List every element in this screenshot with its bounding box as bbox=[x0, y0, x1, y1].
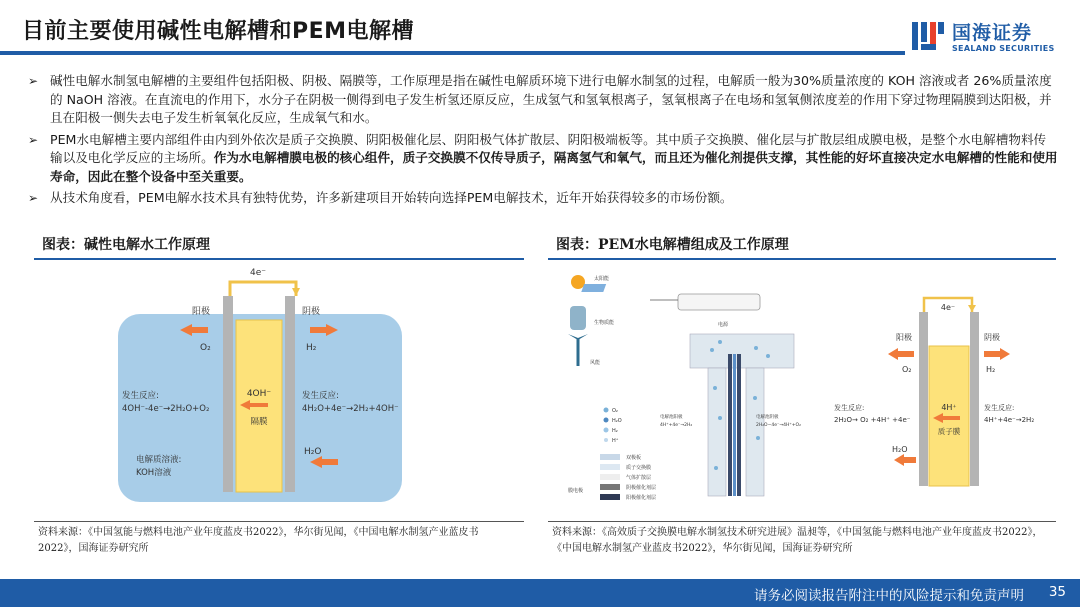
layer-swatch bbox=[600, 484, 620, 490]
wind-label: 风能 bbox=[590, 360, 601, 366]
power-supply-box bbox=[678, 294, 760, 310]
bullet-text: 碱性电解水制氢电解槽的主要组件包括阳极、阴极、隔膜等，工作原理是指在碱性电解质环境下进行电解水制氢的过程，电解质一般为30%质量浓度的 KOH 溶液或者 26%质量浓度的 NaOH 溶液。在直流电的作用下，水分子在阴极一侧得到电子发生析氢还原反应，生成氢气和氢氧根离子，氢氧根离子在电场和氢氧侧浓度差的作用下穿过物理隔膜到达阳极，并且在阳极一侧失去电子发生析氧氧化反应，生成氧气和水。 bbox=[50, 73, 1052, 125]
left-reaction-label: 发生反应: bbox=[122, 391, 159, 401]
pem-right-reaction-label: 发生反应: bbox=[984, 404, 1015, 412]
h2-legend-icon bbox=[604, 428, 609, 433]
pem-cathode-electrode bbox=[970, 312, 979, 486]
bullet-item bbox=[28, 189, 1058, 208]
external-wire bbox=[230, 282, 296, 296]
mea-label: 膜电极 bbox=[568, 488, 584, 494]
water-label: H₂O bbox=[304, 447, 322, 457]
pem-center-membrane: 质子膜 bbox=[937, 427, 961, 436]
stack-membrane-blue bbox=[733, 354, 736, 496]
h2o-legend-icon bbox=[604, 418, 609, 423]
cathode-electrode bbox=[285, 296, 295, 492]
stack-left-plate bbox=[708, 368, 726, 496]
figure-left-source: 资料来源：《中国氢能与燃料电池产业年度蓝皮书2022》，华尔街见闻，《中国电解水制氢产业蓝皮书2022》，国海证券研究所 bbox=[38, 527, 479, 554]
pem-wire-arrow-icon bbox=[968, 305, 976, 312]
center-membrane-label: 隔膜 bbox=[250, 417, 268, 427]
species-legend bbox=[604, 408, 622, 445]
footer-disclaimer: 请务必阅读报告附注中的风险提示和免责声明 bbox=[754, 588, 1024, 604]
stack-right-plate bbox=[746, 368, 764, 496]
legend-h2o: H₂O bbox=[612, 418, 622, 424]
bullet-text: 从技术角度看，PEM电解水技术具有独特优势，许多新建项目开始转向选择PEM电解技术，近年开始获得较多的市场份额。 bbox=[50, 190, 733, 205]
layer-label: 气体扩散层 bbox=[626, 475, 652, 481]
layer-swatch bbox=[600, 474, 620, 480]
pem-stack-schematic bbox=[560, 268, 832, 516]
layer-swatch bbox=[600, 464, 620, 470]
page-number: 35 bbox=[1048, 584, 1066, 600]
anode-electrode bbox=[223, 296, 233, 492]
title-underline bbox=[0, 51, 905, 55]
legend-hplus: H⁺ bbox=[612, 438, 619, 444]
pem-left-reaction: 2H₂O→ O₂ +4H⁺ +4e⁻ bbox=[834, 416, 911, 424]
wire-arrow-icon bbox=[292, 288, 300, 296]
bullet-item bbox=[28, 131, 1058, 187]
layer-swatch bbox=[600, 494, 620, 500]
company-logo bbox=[910, 18, 1070, 58]
legend-o2: O₂ bbox=[612, 408, 618, 414]
anode-label: 阳极 bbox=[191, 307, 210, 317]
figure-left-title: 图表：碱性电解水工作原理 bbox=[42, 237, 210, 253]
pem-left-reaction-label: 发生反应: bbox=[834, 404, 865, 412]
sun-icon bbox=[571, 275, 585, 289]
bullet-text: PEM水电解槽主要内部组件由内到外依次是质子交换膜、阴阳极催化层、阴阳极气体扩散层、阴阳极端板等。其中质子交换膜、催化层与扩散层组成膜电极，是整个水电解槽物料传输以及电化学反应的主场所。 bbox=[50, 131, 1047, 165]
pem-electron-label: 4e⁻ bbox=[940, 303, 956, 312]
figure-right-title: 图表：PEM水电解槽组成及工作原理 bbox=[556, 237, 789, 253]
right-reaction: 4H₂O+4e⁻→2H₂+4OH⁻ bbox=[302, 404, 399, 414]
pem-anode-electrode bbox=[919, 312, 928, 486]
o2-label: O₂ bbox=[200, 343, 211, 353]
logo-mark-icon bbox=[910, 18, 946, 54]
electrolyte-label: 电解质溶液: bbox=[136, 455, 182, 465]
bullet-arrow-icon: ➢ bbox=[28, 132, 39, 147]
bullet-arrow-icon: ➢ bbox=[28, 191, 39, 205]
bullet-arrow-icon: ➢ bbox=[28, 74, 39, 88]
hplus-legend-icon bbox=[604, 438, 608, 442]
pem-right-reaction: 4H⁺+4e⁻→2H₂ bbox=[984, 416, 1035, 424]
electron-label: 4e⁻ bbox=[249, 268, 267, 278]
pem-water-arrow-icon bbox=[894, 454, 916, 466]
figure-left-title-rule bbox=[34, 258, 524, 260]
cathode-label: 阴极 bbox=[302, 307, 321, 317]
legend-h2: H₂ bbox=[612, 428, 618, 434]
power-label: 电源 bbox=[718, 322, 729, 328]
footer-bar bbox=[0, 579, 1080, 607]
wind-blade-icon bbox=[568, 334, 588, 340]
electrolyte-value: KOH溶液 bbox=[136, 468, 172, 478]
layer-legend bbox=[568, 454, 656, 501]
logo-text-cn: 国海证券 bbox=[952, 22, 1033, 44]
bullet-list bbox=[28, 72, 1058, 211]
stack-membrane-dark bbox=[728, 354, 732, 496]
pem-water-label: H₂O bbox=[892, 445, 908, 454]
logo-text-en: SEALAND SECURITIES bbox=[952, 44, 1055, 53]
o2-legend-icon bbox=[604, 408, 609, 413]
pem-h2-label: H₂ bbox=[986, 365, 996, 374]
pem-o2-label: O₂ bbox=[902, 365, 912, 374]
stack-top-plate bbox=[690, 334, 794, 368]
cathode-side-eq: 2H₂O−4e⁻→4H⁺+O₂ bbox=[756, 423, 801, 428]
layer-label: 质子交换膜 bbox=[626, 465, 652, 471]
layer-label: 阴极催化剂层 bbox=[626, 485, 657, 491]
pem-o2-arrow-icon bbox=[888, 348, 914, 360]
pem-anode-label: 阳极 bbox=[896, 333, 912, 342]
bullet-bold-text: 作为水电解槽膜电极的核心组件，质子交换膜不仅传导质子，隔离氢气和氧气，而且还为催化剂提供支撑，其性能的好坏直接决定水电解槽的性能和使用寿命，因此在整个设备中至关重要。 bbox=[50, 150, 1058, 184]
bio-label: 生物质能 bbox=[594, 320, 615, 326]
bullet-item bbox=[28, 72, 1058, 128]
bio-tank-icon bbox=[570, 306, 586, 330]
alkaline-electrolysis-diagram bbox=[110, 262, 410, 512]
stack-membrane-dark-2 bbox=[737, 354, 741, 496]
cathode-side-label: 电解池阴极 bbox=[756, 415, 779, 420]
figure-right-title-rule bbox=[548, 258, 1056, 260]
right-reaction-label: 发生反应: bbox=[302, 391, 339, 401]
page-title: 目前主要使用碱性电解槽和PEM电解槽 bbox=[22, 19, 415, 44]
center-ion-label: 4OH⁻ bbox=[246, 389, 272, 399]
layer-swatch bbox=[600, 454, 620, 460]
solar-panel-icon bbox=[581, 284, 606, 292]
anode-side-eq: 4H⁺+4e⁻→2H₂ bbox=[660, 423, 693, 428]
pem-cathode-label: 阴极 bbox=[984, 333, 1000, 342]
anode-side-label: 电解池阳极 bbox=[660, 415, 683, 420]
h2-label: H₂ bbox=[306, 343, 317, 353]
figure-right-source-rule bbox=[548, 521, 1056, 522]
figure-right-source: 资料来源：《高效质子交换膜电解水制氢技术研究进展》温昶等，《中国氢能与燃料电池产业年度蓝皮书2022》，《中国电解水制氢产业蓝皮书2022》，华尔街见闻，国海证券研究所 bbox=[552, 527, 1043, 554]
pem-h2-arrow-icon bbox=[984, 348, 1010, 360]
layer-label: 阳极催化剂层 bbox=[626, 495, 657, 501]
layer-label: 双极板 bbox=[626, 455, 642, 461]
pem-principle-diagram bbox=[832, 290, 1046, 496]
figure-left-source-rule bbox=[34, 521, 524, 522]
pem-center-ion: 4H⁺ bbox=[941, 403, 957, 412]
left-reaction: 4OH⁻-4e⁻→2H₂O+O₂ bbox=[122, 404, 210, 414]
solar-label: 太阳能 bbox=[594, 276, 610, 282]
